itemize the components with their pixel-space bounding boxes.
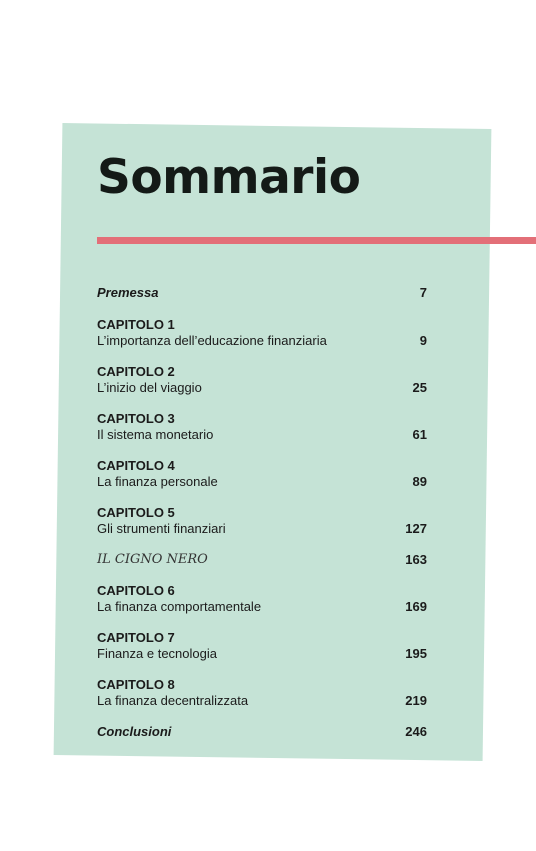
chapter-label: CAPITOLO 4	[97, 458, 175, 473]
toc-page-number: 25	[412, 380, 427, 395]
toc-entry-chapter-3	[97, 411, 427, 443]
chapter-title: L’importanza dell’educazione finanziaria	[97, 333, 327, 348]
chapter-title: La finanza comportamentale	[97, 599, 262, 614]
chapter-title: La finanza decentralizzata	[97, 693, 249, 708]
toc-page-number: 9	[419, 333, 427, 348]
toc-page-number: 7	[419, 285, 427, 300]
chapter-label: CAPITOLO 2	[97, 364, 175, 379]
chapter-title: La finanza personale	[97, 474, 218, 489]
toc-entry-chapter-7	[97, 630, 427, 662]
toc-page-number: 89	[412, 474, 427, 489]
chapter-label: CAPITOLO 8	[97, 677, 175, 692]
toc-page-number: 169	[405, 599, 427, 614]
toc-page-number: 246	[405, 724, 427, 739]
toc-page-number: 127	[405, 521, 427, 536]
chapter-label: CAPITOLO 5	[97, 505, 175, 520]
toc-page-number: 163	[405, 552, 427, 567]
toc-entry-chapter-2	[97, 364, 427, 396]
chapter-title: L’inizio del viaggio	[97, 380, 202, 395]
toc-entry-chapter-6	[97, 583, 427, 615]
toc-entry-chapter-1	[97, 317, 427, 349]
interlude-label: IL CIGNO NERO	[97, 552, 208, 567]
chapter-label: CAPITOLO 1	[97, 317, 175, 332]
toc-page-number: 219	[405, 693, 427, 708]
toc-entry-label: Conclusioni	[97, 724, 172, 739]
toc-entry-chapter-5	[97, 505, 427, 537]
toc-page-number: 195	[405, 646, 427, 661]
accent-rule	[97, 237, 536, 244]
chapter-title: Finanza e tecnologia	[97, 646, 217, 661]
toc-entry-chapter-4	[97, 458, 427, 490]
chapter-title: Gli strumenti finanziari	[97, 521, 226, 536]
toc-page-number: 61	[412, 427, 427, 442]
chapter-title: Il sistema monetario	[97, 427, 214, 442]
chapter-label: CAPITOLO 7	[97, 630, 175, 645]
toc-entry-premessa	[97, 285, 427, 301]
toc-entry-label: Premessa	[97, 285, 159, 300]
chapter-label: CAPITOLO 3	[97, 411, 175, 426]
toc-entry-conclusioni	[97, 724, 427, 740]
toc-entry-chapter-8	[97, 677, 427, 709]
page-title: Sommario	[97, 150, 361, 205]
toc-entry-cigno-nero	[97, 552, 427, 568]
chapter-label: CAPITOLO 6	[97, 583, 175, 598]
